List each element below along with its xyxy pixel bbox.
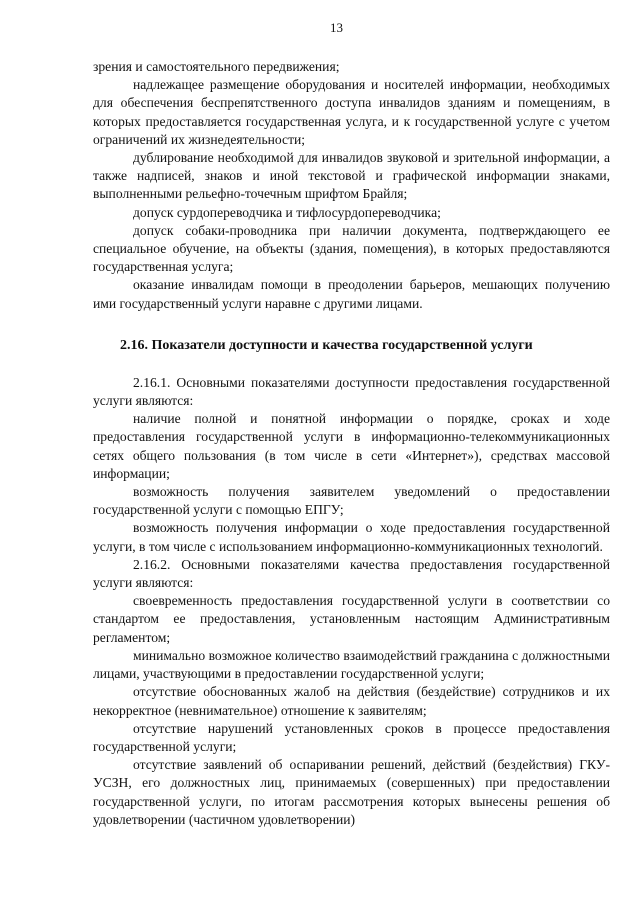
paragraph: наличие полной и понятной информации о порядке, сроках и ходе предоставления государственной услуги в информационно-телекоммуникационных сетях общего пользования (в том числе в сети «Интернет»), средствах массовой информации; (93, 411, 610, 481)
paragraph: своевременность предоставления государственной услуги в соответствии со стандартом ее предоставления, установленным настоящим Административным регламентом; (93, 593, 610, 645)
paragraph: возможность получения заявителем уведомлений о предоставлении государственной услуги с помощью ЕПГУ; (93, 484, 610, 518)
paragraph: надлежащее размещение оборудования и носителей информации, необходимых для обеспечения беспрепятственного доступа инвалидов зданиям и помещениям, в которых предоставляется государственная услуга, и к государственной услуге с учетом ограничений их жизнедеятельности; (93, 77, 610, 147)
paragraph: допуск собаки-проводника при наличии документа, подтверждающего ее специальное обучение, на объекты (здания, помещения), в которых предоставляются государственная услуга; (93, 222, 610, 275)
page-number: 13 (330, 20, 343, 35)
paragraph: отсутствие обоснованных жалоб на действия (бездействие) сотрудников и их некорректное (невнимательное) отношение к заявителям; (93, 684, 610, 718)
paragraph: зрения и самостоятельного передвижения; (93, 59, 340, 74)
paragraph: 2.16.2. Основными показателями качества предоставления государственной услуги являются: (93, 556, 610, 591)
paragraph: возможность получения информации о ходе предоставления государственной услуги, в том числе с использованием информационно-коммуникационных технологий. (93, 520, 610, 554)
paragraph: отсутствие нарушений установленных сроков в процессе предоставления государственной услуги; (93, 720, 610, 754)
paragraph: оказание инвалидам помощи в преодолении барьеров, мешающих получению ими государственный услуги наравне с другими лицами. (93, 277, 610, 311)
document-body (93, 58, 610, 829)
section-heading: 2.16. Показатели доступности и качества государственной услуги (120, 337, 533, 353)
paragraph: допуск сурдопереводчика и тифлосурдопереводчика; (133, 204, 441, 220)
paragraph: дублирование необходимой для инвалидов звуковой и зрительной информации, а также надписей, знаков и иной текстовой и графической информации знаками, выполненными рельефно-точечным шрифтом Брайля; (93, 150, 610, 202)
paragraph: минимально возможное количество взаимодействий гражданина с должностными лицами, участвующими в предоставлении государственной услуги; (93, 647, 610, 682)
paragraph: 2.16.1. Основными показателями доступности предоставления государственной услуги являются: (93, 374, 610, 409)
paragraph: отсутствие заявлений об оспаривании решений, действий (бездействия) ГКУ-УСЗН, его должностных лиц, принимаемых (совершенных) при предоставлении государственной услуги, по итогам рассмотрения которых вынесены решения об удовлетворении (частичном удовлетворении) (93, 757, 610, 827)
